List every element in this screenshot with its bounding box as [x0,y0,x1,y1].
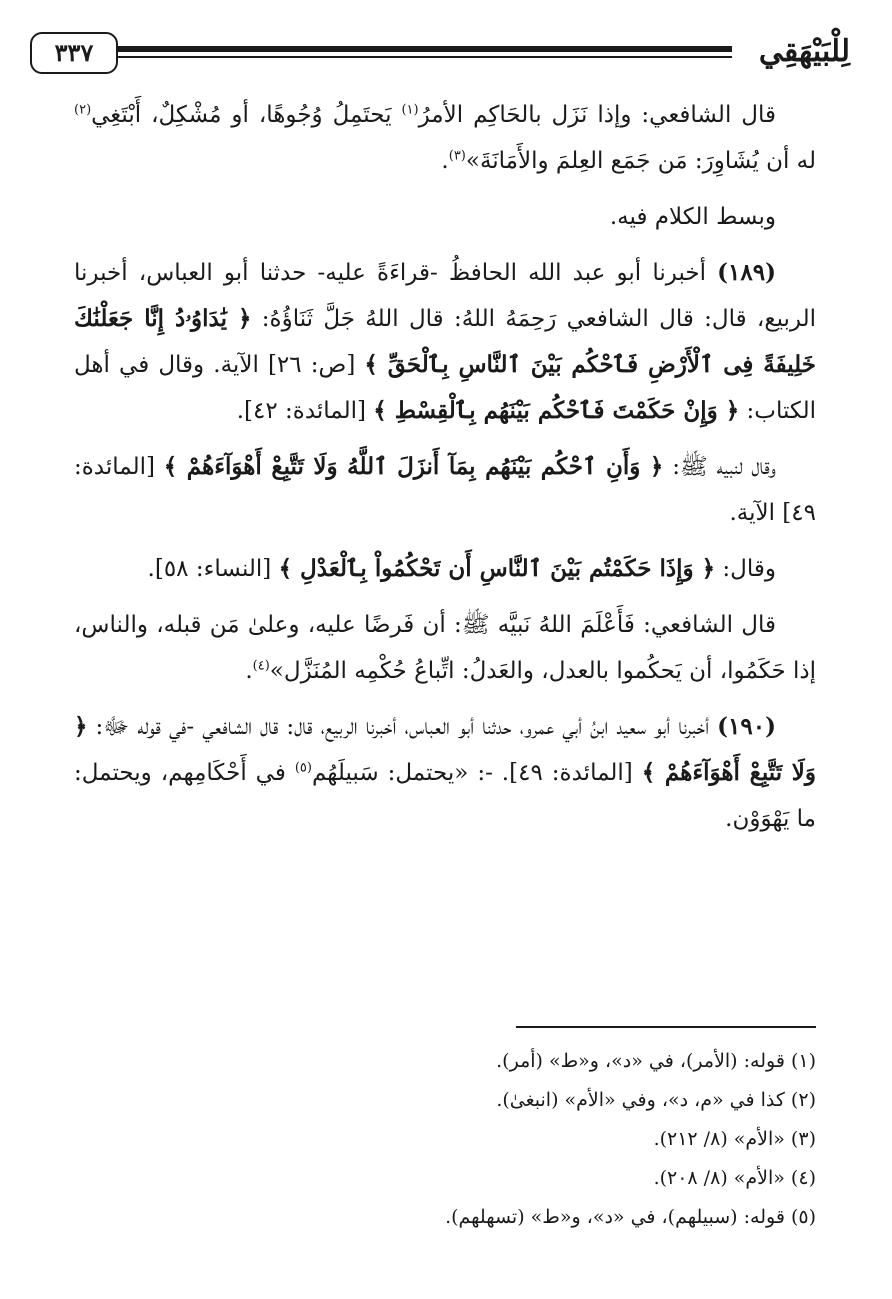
footnote: (٣) «الأم» (٨/ ٢١٢). [653,1128,816,1150]
hadith-number: (١٩٠) [717,713,776,740]
header-rule [118,46,732,52]
page-header [30,30,850,78]
running-title: لِلْبَيْهَقِي [758,34,850,69]
footnote-marker: (٣) [448,148,466,164]
footnotes [74,1042,816,1237]
quran-verse: ﴿ يَٰدَاوُۥدُ إِنَّا جَعَلْنَٰكَ خَلِيفَةً فِى ٱلْأَرْضِ فَٱحْكُم بَيْنَ ٱلنَّاسِ بِٱلْحَقِّ ﴾ [74,305,816,378]
quran-verse: ﴿ وَإِنْ حَكَمْتَ فَٱحْكُم بَيْنَهُم بِٱلْقِسْطِ ﴾ [373,397,740,424]
quran-verse: ﴿ وَإِذَا حَكَمْتُم بَيْنَ ٱلنَّاسِ أَن تَحْكُمُواْ بِٱلْعَدْلِ ﴾ [278,555,716,582]
paragraph: وبسط الكلام فيه. [609,204,776,230]
footnote: (١) قوله: (الأمر)، في «د»، و«ط» (أمر). [496,1050,816,1072]
paragraph: قال الشافعي: وإذا نَزَل بالحَاكِم الأمرُ$^{(١)}$ يَحتَمِلُ وُجُوهًا، أو مُشْكِلٌ، أَبْتَغِي$^{(٢)}$ له أن يُشَاوِرَ: مَن جَمَع العِلمَ والأَمَانَةَ»$^{(٣)}$. [74,102,816,174]
footnote: (٢) كذا في «م، د»، وفي «الأم» (انبغىٰ). [496,1089,816,1111]
footnote-marker: (١) [401,102,419,118]
paragraph: وقال لنبيه ﷺ: ﴿ وَأَنِ ٱحْكُم بَيْنَهُم بِمَآ أَنزَلَ ٱللَّهُ وَلَا تَتَّبِعْ أَهْوَآءَهُمْ ﴾ [المائدة: ٤٩] الآية. [74,453,816,526]
paragraph: وقال: ﴿ وَإِذَا حَكَمْتُم بَيْنَ ٱلنَّاسِ أَن تَحْكُمُواْ بِٱلْعَدْلِ ﴾ [النساء: ٥٨]. [147,555,776,582]
footnote-marker: (٤) [252,658,270,674]
footnote: (٥) قوله: (سبيلهم)، في «د»، و«ط» (تسهلهم). [445,1206,816,1228]
footnote-marker: (٢) [74,102,92,118]
footnote: (٤) «الأم» (٨/ ٢٠٨). [653,1167,816,1189]
main-text [74,92,816,852]
paragraph: (١٨٩) أخبرنا أبو عبد الله الحافظُ -قراءَةً عليه- حدثنا أبو العباس، أخبرنا الربيع، قال: قال الشافعي رَحِمَهُ اللهُ: قال اللهُ جَلَّ ثَنَاؤُهُ: ﴿ يَٰدَاوُۥدُ إِنَّا جَعَلْنَٰكَ خَلِيفَةً فِى ٱلْأَرْضِ فَٱحْكُم بَيْنَ ٱلنَّاسِ بِٱلْحَقِّ ﴾ [ص: ٢٦] الآية. وقال في أهل الكتاب: ﴿ وَإِنْ حَكَمْتَ فَٱحْكُم بَيْنَهُم بِٱلْقِسْطِ ﴾ [المائدة: ٤٢]. [74,259,816,424]
quran-verse: ﴿ وَلَا تَتَّبِعْ أَهْوَآءَهُمْ ﴾ [74,713,817,786]
footnote-separator [516,1026,816,1028]
header-rule-thin [118,56,732,58]
hadith-number: (١٨٩) [717,259,776,286]
footnote-marker: (٥) [294,760,312,776]
quran-verse: ﴿ وَأَنِ ٱحْكُم بَيْنَهُم بِمَآ أَنزَلَ ٱللَّهُ وَلَا تَتَّبِعْ أَهْوَآءَهُمْ ﴾ [163,453,664,480]
paragraph: (١٩٠) أخبرنا أبو سعيد ابنُ أبي عمرو، حدثنا أبو العباس، أخبرنا الربيع، قال: قال الشافعي -في قوله ﷻ: ﴿ وَلَا تَتَّبِعْ أَهْوَآءَهُمْ ﴾ [المائدة: ٤٩]. -: «يحتمل: سَبيلَهُم$^{(٥)}$ في أَحْكَامِهم، ويحتمل: ما يَهْوَوْن. [74,713,817,832]
page-number: ٣٣٧ [30,32,118,74]
paragraph: قال الشافعي: فَأَعْلَمَ اللهُ نَبيَّه ﷺ: أن فَرضًا عليه، وعلىٰ مَن قبله، والناس، إذا حَكَمُوا، أن يَحكُموا بالعدل، والعَدلُ: اتِّباعُ حُكْمِه المُنَزَّل»$^{(٤)}$. [74,612,816,684]
